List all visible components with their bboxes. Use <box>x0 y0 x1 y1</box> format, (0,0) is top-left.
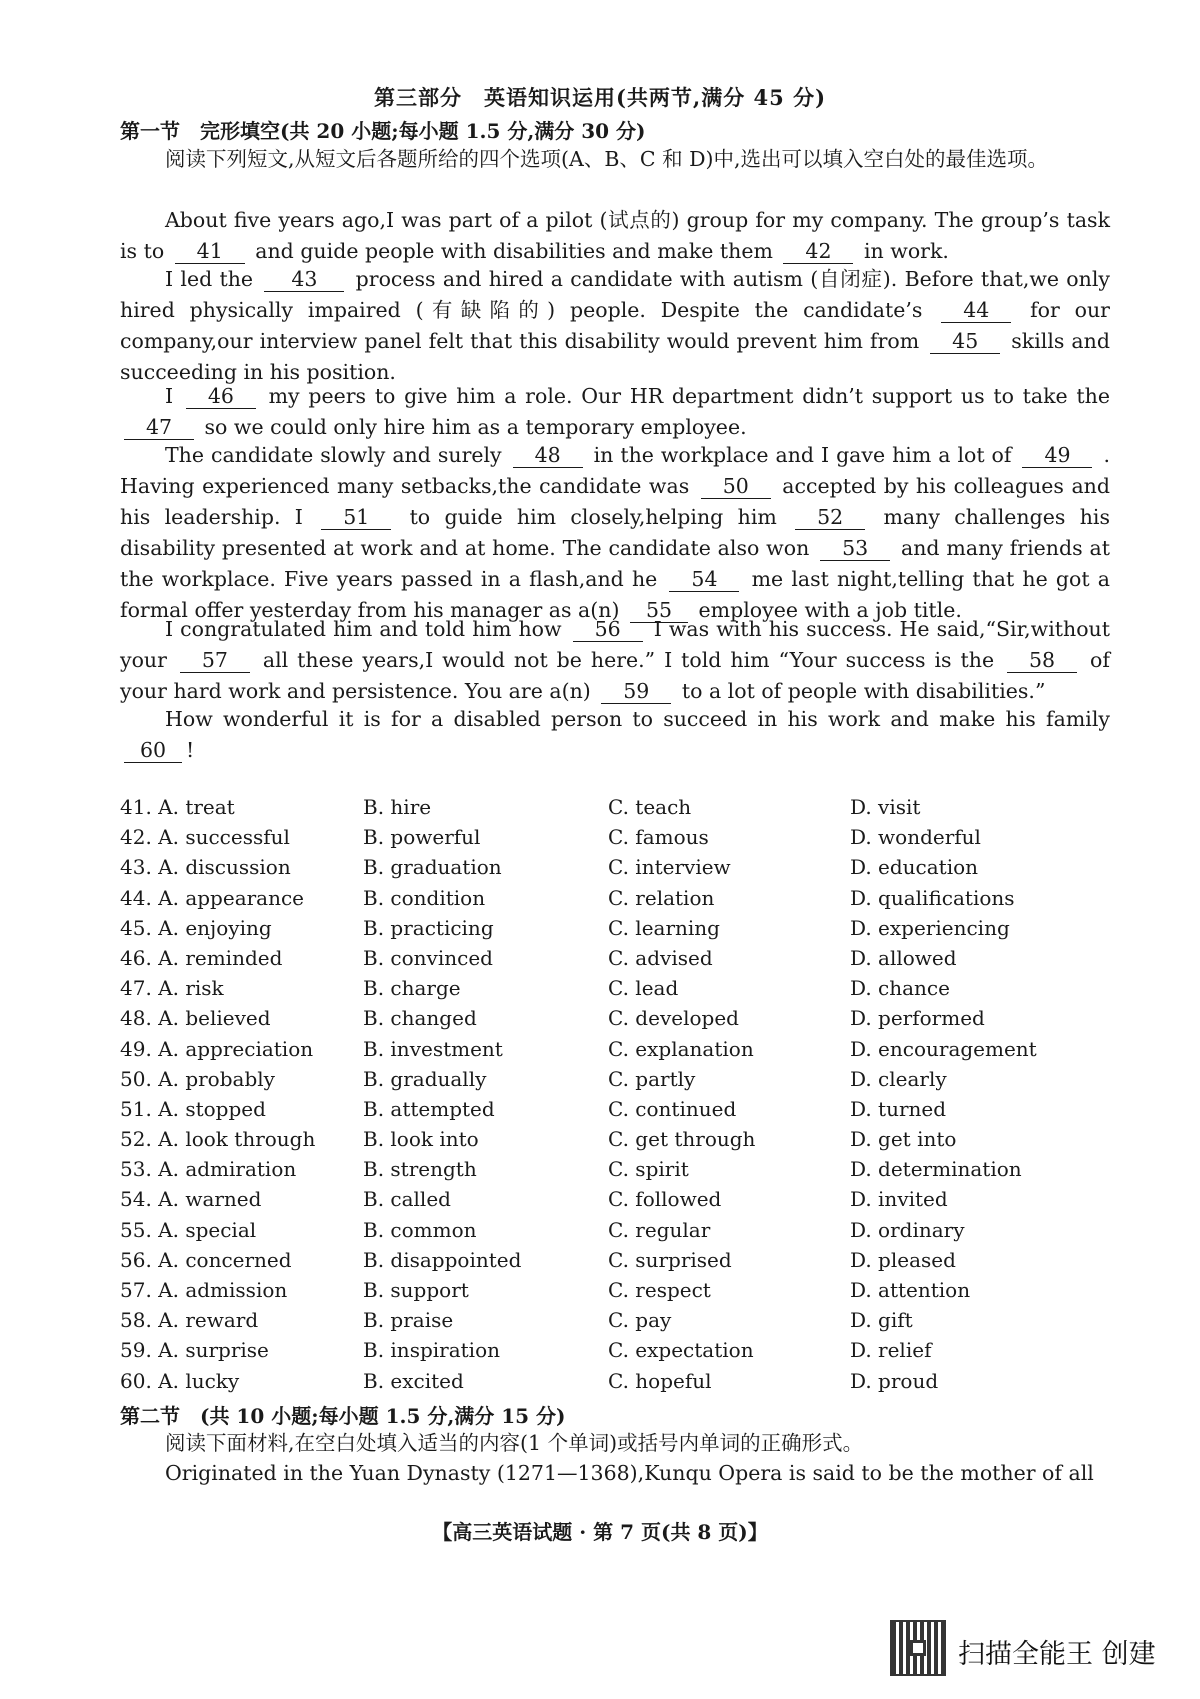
option-b: B. hire <box>363 795 432 819</box>
option-a: 48. A. believed <box>120 1006 271 1031</box>
blank-46: 46 <box>186 384 256 409</box>
option-row <box>120 1127 1120 1157</box>
option-a: 50. A. probably <box>120 1066 275 1091</box>
option-row <box>120 855 1120 885</box>
option-b: B. excited <box>363 1368 464 1393</box>
option-d: D. visit <box>850 795 921 819</box>
blank-44: 44 <box>941 298 1011 323</box>
option-c: C. spirit <box>608 1157 689 1182</box>
option-d: D. relief <box>850 1338 932 1363</box>
option-row <box>120 1308 1120 1338</box>
option-row <box>120 795 1120 825</box>
option-row <box>120 976 1120 1006</box>
option-c: C. explanation <box>608 1036 754 1061</box>
watermark-text: 扫描全能王 创建 <box>958 1639 1156 1670</box>
option-row <box>120 1248 1120 1278</box>
option-b: B. strength <box>363 1157 477 1182</box>
option-a: 49. A. appreciation <box>120 1036 314 1061</box>
option-row <box>120 1006 1120 1036</box>
option-b: B. praise <box>363 1308 454 1333</box>
option-b: B. look into <box>363 1127 479 1152</box>
blank-43: 43 <box>264 267 344 292</box>
option-c: C. developed <box>608 1006 739 1031</box>
option-b: B. gradually <box>363 1066 487 1091</box>
option-d: D. determination <box>850 1157 1022 1182</box>
option-b: B. inspiration <box>363 1338 500 1363</box>
option-d: D. turned <box>850 1096 947 1121</box>
option-row <box>120 886 1120 916</box>
option-c: C. continued <box>608 1096 737 1121</box>
option-b: B. investment <box>363 1036 503 1061</box>
option-a: 46. A. reminded <box>120 945 283 970</box>
option-d: D. get into <box>850 1127 957 1152</box>
option-a: 44. A. appearance <box>120 885 305 910</box>
blank-56: 56 <box>573 617 643 642</box>
option-b: B. convinced <box>363 945 493 970</box>
section2-text: Originated in the Yuan Dynasty (1271—1368),Kunqu Opera is said to be the mother of all <box>165 1461 1094 1485</box>
option-a: 53. A. admiration <box>120 1157 297 1182</box>
section1-instruction: 阅读下列短文,从短文后各题所给的四个选项(A、B、C 和 D)中,选出可以填入空白处的最佳选项。 <box>165 147 1049 171</box>
section2-heading: 第二节 (共 10 小题;每小题 1.5 分,满分 15 分) <box>120 1404 566 1428</box>
option-c: C. surprised <box>608 1247 732 1272</box>
option-a: 55. A. special <box>120 1217 257 1242</box>
blank-50: 50 <box>701 474 771 499</box>
option-c: C. teach <box>608 795 692 819</box>
option-c: C. pay <box>608 1308 672 1333</box>
blank-51: 51 <box>321 505 391 530</box>
option-b: B. common <box>363 1217 477 1242</box>
option-row <box>120 1218 1120 1248</box>
option-a: 51. A. stopped <box>120 1096 266 1121</box>
option-row <box>120 1067 1120 1097</box>
option-d: D. qualifications <box>850 885 1015 910</box>
passage-paragraph-4: The candidate slowly and surely 48 in the workplace and I gave him a lot of 49 . Having experienced many setbacks,the candidate was 50 accepted by his colleagues and his leadership. I 51 to guide him closely,helping him 52 many challenges his disability presented at work and at home. The candidate also won 53 and many friends at the workplace. Five years passed in a flash,and he 54 me last night,telling that he got a formal offer yesterday from his manager as a(n) 55 employee with a job title. <box>120 443 1110 622</box>
option-b: B. charge <box>363 976 461 1001</box>
blank-42: 42 <box>783 239 853 264</box>
option-row <box>120 1037 1120 1067</box>
options-list <box>120 795 1120 1399</box>
option-a: 42. A. successful <box>120 825 290 850</box>
option-c: C. partly <box>608 1066 696 1091</box>
section2-instruction: 阅读下面材料,在空白处填入适当的内容(1 个单词)或括号内单词的正确形式。 <box>165 1431 864 1455</box>
option-c: C. famous <box>608 825 709 850</box>
option-row <box>120 1187 1120 1217</box>
option-b: B. disappointed <box>363 1247 522 1272</box>
blank-52: 52 <box>795 505 865 530</box>
blank-41: 41 <box>175 239 245 264</box>
option-b: B. practicing <box>363 915 494 940</box>
option-b: B. called <box>363 1187 451 1212</box>
blank-47: 47 <box>124 415 194 440</box>
option-d: D. ordinary <box>850 1217 965 1242</box>
blank-48: 48 <box>513 443 583 468</box>
page-footer: 【高三英语试题 · 第 7 页(共 8 页)】 <box>432 1520 768 1544</box>
option-b: B. powerful <box>363 825 481 850</box>
option-d: D. chance <box>850 976 950 1001</box>
blank-54: 54 <box>669 567 739 592</box>
blank-58: 58 <box>1007 648 1077 673</box>
option-b: B. changed <box>363 1006 477 1031</box>
option-row <box>120 1369 1120 1399</box>
option-row <box>120 1278 1120 1308</box>
blank-59: 59 <box>601 679 671 704</box>
option-a: 45. A. enjoying <box>120 915 272 940</box>
passage-paragraph-3: I 46 my peers to give him a role. Our HR department didn’t support us to take the 47 so we could only hire him as a temporary employee. <box>120 381 1110 443</box>
option-a: 56. A. concerned <box>120 1247 292 1272</box>
blank-53: 53 <box>820 536 890 561</box>
option-a: 47. A. risk <box>120 976 224 1001</box>
option-d: D. proud <box>850 1368 939 1393</box>
option-b: B. support <box>363 1278 469 1302</box>
option-c: C. expectation <box>608 1338 754 1363</box>
option-c: C. respect <box>608 1278 711 1302</box>
option-b: B. condition <box>363 885 486 910</box>
option-row <box>120 1097 1120 1127</box>
option-a: 54. A. warned <box>120 1187 262 1212</box>
option-c: C. interview <box>608 855 731 880</box>
section1-heading: 第一节 完形填空(共 20 小题;每小题 1.5 分,满分 30 分) <box>120 119 646 143</box>
blank-45: 45 <box>930 329 1000 354</box>
blank-55: 55 <box>630 598 688 623</box>
option-c: C. learning <box>608 915 720 940</box>
option-d: D. gift <box>850 1308 913 1333</box>
option-d: D. encouragement <box>850 1036 1037 1061</box>
option-c: C. get through <box>608 1127 756 1152</box>
option-d: D. experiencing <box>850 915 1010 940</box>
blank-57: 57 <box>180 648 250 673</box>
option-a: 43. A. discussion <box>120 855 291 880</box>
option-c: C. advised <box>608 945 713 970</box>
option-a: 59. A. surprise <box>120 1338 269 1363</box>
option-b: B. graduation <box>363 855 502 880</box>
blank-60: 60 <box>124 738 182 763</box>
option-b: B. attempted <box>363 1096 495 1121</box>
option-d: D. performed <box>850 1006 985 1031</box>
option-d: D. education <box>850 855 979 880</box>
blank-49: 49 <box>1022 443 1092 468</box>
option-c: C. lead <box>608 976 679 1001</box>
scanner-watermark <box>890 1620 1190 1680</box>
option-a: 57. A. admission <box>120 1278 288 1302</box>
passage-paragraph-5: I congratulated him and told him how 56 I was with his success. He said,“Sir,without your 57 all these years,I would not be here.” I told him “Your success is the 58 of your hard work and persistence. You are a(n) 59 to a lot of people with disabilities.” <box>120 617 1110 703</box>
option-d: D. pleased <box>850 1247 956 1272</box>
option-d: D. allowed <box>850 945 957 970</box>
option-a: 41. A. treat <box>120 795 235 819</box>
part-title: 第三部分 英语知识运用(共两节,满分 45 分) <box>373 85 827 110</box>
passage-paragraph-6: How wonderful it is for a disabled person to succeed in his work and make his family 60 ! <box>120 704 1110 766</box>
option-a: 60. A. lucky <box>120 1368 240 1393</box>
option-a: 52. A. look through <box>120 1127 316 1152</box>
option-row <box>120 1338 1120 1368</box>
option-d: D. wonderful <box>850 825 981 850</box>
option-row <box>120 1157 1120 1187</box>
passage-paragraph-2: I led the 43 process and hired a candidate with autism (自闭症). Before that,we only hired physically impaired (有缺陷的) people. Despite the candidate’s 44 for our company,our interview panel felt that this disability would prevent him from 45 skills and succeeding in his position. <box>120 267 1110 384</box>
option-c: C. relation <box>608 885 715 910</box>
option-row <box>120 916 1120 946</box>
option-d: D. invited <box>850 1187 948 1212</box>
option-c: C. regular <box>608 1217 711 1242</box>
option-d: D. clearly <box>850 1066 947 1091</box>
qr-code-icon <box>890 1620 946 1676</box>
option-row <box>120 825 1120 855</box>
option-d: D. attention <box>850 1278 971 1302</box>
option-a: 58. A. reward <box>120 1308 259 1333</box>
option-c: C. hopeful <box>608 1368 712 1393</box>
option-row <box>120 946 1120 976</box>
option-c: C. followed <box>608 1187 722 1212</box>
passage-paragraph-1: About five years ago,I was part of a pilot (试点的) group for my company. The group’s task is to 41 and guide people with disabilities and make them 42 in work. <box>120 208 1110 263</box>
